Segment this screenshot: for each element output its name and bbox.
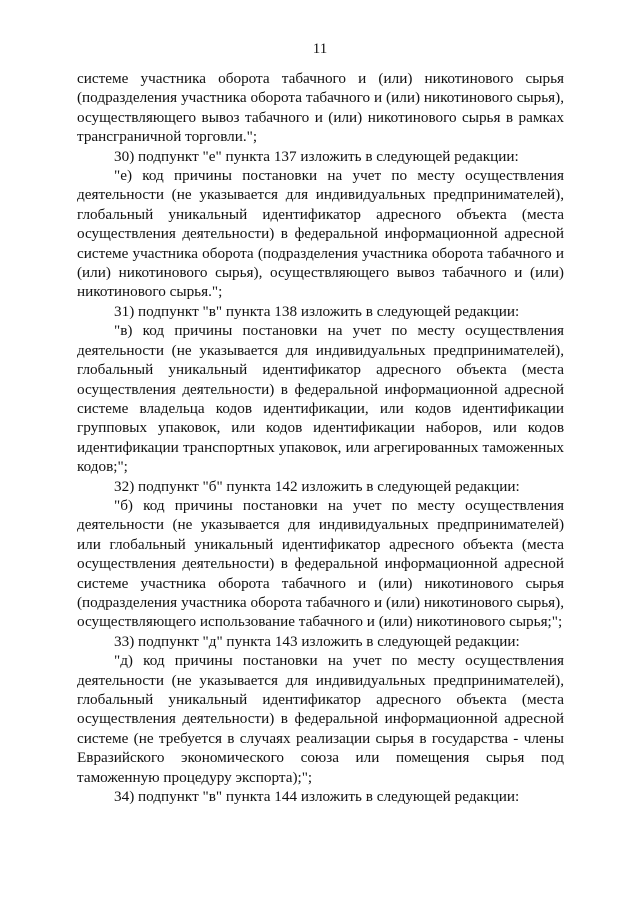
paragraph-quote-31: "в) код причины постановки на учет по месту осуществления деятельности (не указывается для индивидуальных предпринимателей), глобальный уникальный идентификатор адресного объекта (места осуществления деятельности) в федеральной информационной адресной системе владельца кодов идентификации, или кодов идентификации групповых упаковок, или кодов идентификации наборов, или кодов идентификации транспортных упаковок, или агрегированных таможенных кодов;";: [77, 322, 564, 476]
paragraph-item-30: 30) подпункт "е" пункта 137 изложить в следующей редакции:: [114, 147, 519, 165]
paragraph-item-33: 33) подпункт "д" пункта 143 изложить в следующей редакции:: [114, 632, 520, 650]
paragraph-item-32: 32) подпункт "б" пункта 142 изложить в следующей редакции:: [114, 477, 520, 495]
paragraph-quote-32: "б) код причины постановки на учет по месту осуществления деятельности (не указывается для индивидуальных предпринимателей) или глобальный уникальный идентификатор адресного объекта (места осуществления деятельности) в федеральной информационной адресной системе участника оборота табачного и (или) никотинового сырья (подразделения участника оборота табачного и (или) никотинового сырья), осуществляющего использование табачного и (или) никотинового сырья;";: [77, 496, 564, 631]
paragraph-item-34: 34) подпункт "в" пункта 144 изложить в следующей редакции:: [114, 788, 520, 806]
paragraph-continuation: системе участника оборота табачного и (или) никотинового сырья (подразделения участника оборота табачного и (или) никотинового сырья), осуществляющего вывоз табачного и (или) никотинового сырья в рамках трансграничной торговли.";: [77, 70, 564, 146]
page-number: 11: [312, 41, 328, 57]
document-body: [77, 69, 564, 806]
paragraph-quote-33: "д) код причины постановки на учет по месту осуществления деятельности (не указывается для индивидуальных предпринимателей), глобальный уникальный идентификатор адресного объекта (места осуществления деятельности) в федеральной информационной адресной системе (не требуется в случаях реализации сырья в государства - члены Евразийского экономического союза или помещения сырья под таможенную процедуру экспорта);";: [77, 652, 564, 786]
paragraph-item-31: 31) подпункт "в" пункта 138 изложить в следующей редакции:: [114, 302, 520, 320]
paragraph-quote-30: "е) код причины постановки на учет по месту осуществления деятельности (не указывается для индивидуальных предпринимателей), глобальный уникальный идентификатор адресного объекта (места осуществления деятельности) в федеральной информационной адресной системе участника оборота (подразделения участника оборота табачного и (или) никотинового сырья), осуществляющего вывоз табачного и (или) никотинового сырья.";: [77, 167, 564, 301]
